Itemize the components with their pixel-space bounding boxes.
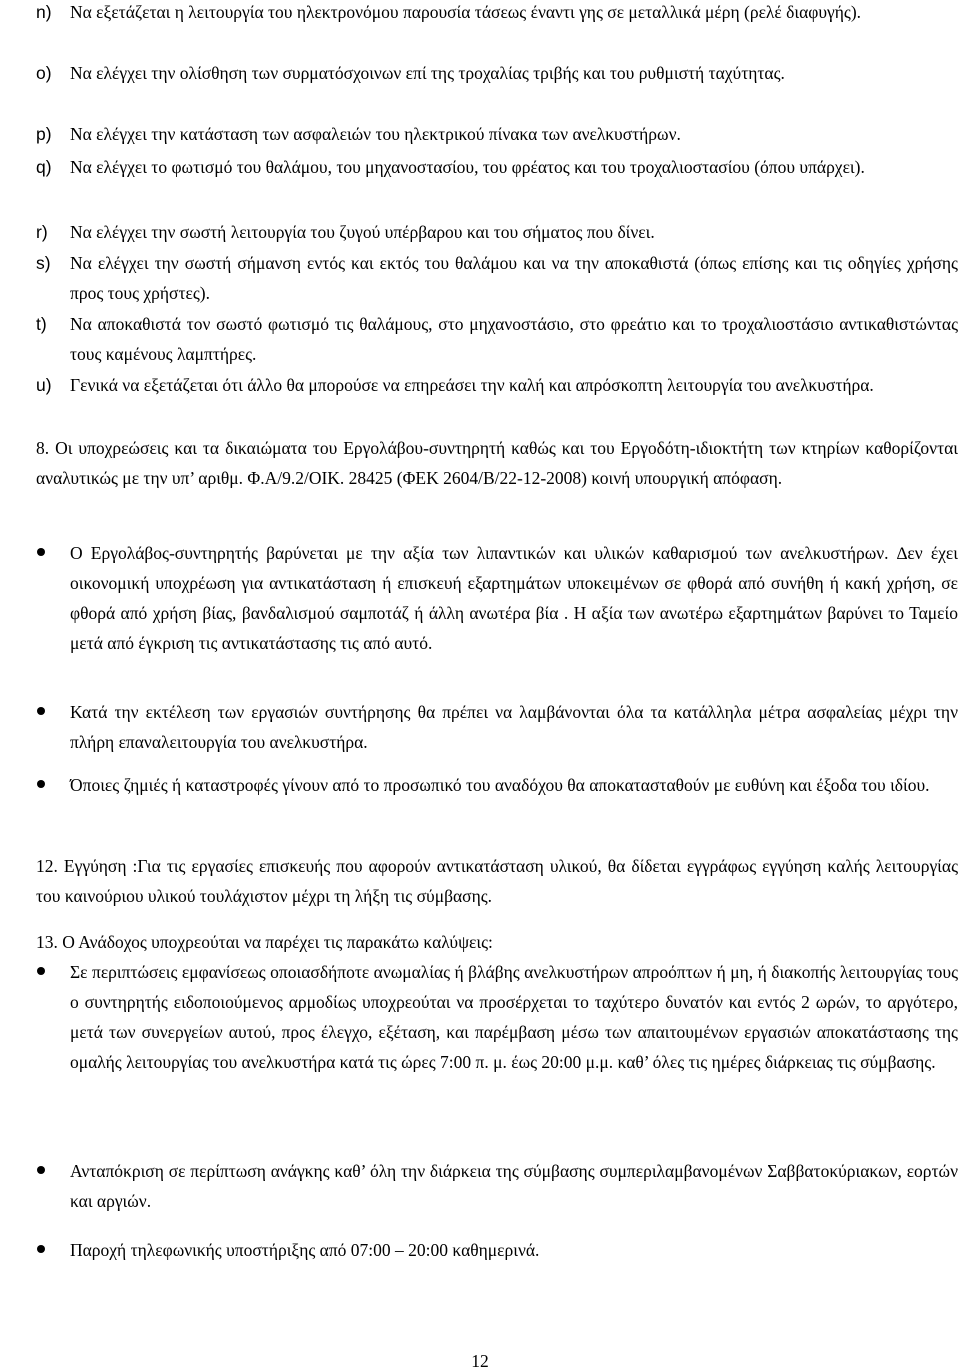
list-item-label: n) [36,2,52,22]
list-item-text: Γενικά να εξετάζεται ότι άλλο θα μπορούσε να επηρεάσει την καλή και απρόσκοπτη λειτουργία του ανελκυστήρα. [70,375,874,395]
list-item-r [36,217,958,247]
bullet-text: Ο Εργολάβος-συντηρητής βαρύνεται με την αξία των λιπαντικών και υλικών καθαρισμού των ανελκυστήρων. ∆εν έχει οικονομική υποχρέωση για αντικατάσταση ή επισκευή εξαρτημάτων υποκειμένων σε φθορά από συνήθη ή κακή χρήση, σε φθορά από χρήση βίας, βανδαλισμού σαμποτάζ ή άλλη ανωτέρα βία . Η αξία των ανωτέρω εξαρτημάτων βαρύνει το Ταμείο μετά από έγκριση τις αντικατάστασης τις από αυτό. [70,543,958,653]
list-item-text: Να ελέγχει την σωστή σήμανση εντός και εκτός του θαλάμου και να την αποκαθιστά (όπως επίσης και τις οδηγίες χρήσης προς τους χρήστες). [70,253,958,303]
list-item-n [36,0,958,27]
list-item-q [36,152,958,182]
list-item-text: Να ελέγχει το φωτισμό του θαλάμου, του μηχανοστασίου, του φρέατος και του τροχαλιοστασίου (όπου υπάρχει). [70,157,865,177]
section-8-bullet-1 [36,538,958,658]
section-12-paragraph: 12. Εγγύηση :Για τις εργασίες επισκευής που αφορούν αντικατάσταση υλικού, θα δίδεται εγγράφως εγγύηση καλής λειτουργίας του καινούριου υλικού τουλάχιστον μέχρι τη λήξη τις σύμβασης. [36,856,958,906]
list-item-label: u) [36,375,52,395]
page-number: 12 [471,1351,489,1371]
bullet-icon [37,548,45,556]
section-13-bullet-1 [36,957,958,1077]
bullet-icon [37,780,45,788]
list-item-s [36,248,958,308]
bullet-text: Σε περιπτώσεις εμφανίσεως οποιασδήποτε ανωμαλίας ή βλάβης ανελκυστήρων απροόπτων ή μη, ή διακοπής λειτουργίας τους ο συντηρητής ειδοποιούμενος αρμοδίως υποχρεούται να προσέρχεται το ταχύτερο δυνατόν και εντός 2 ωρών, το αργότερο, μετά των συνεργείων αυτού, προς έλεγχο, εξέταση, και παρέμβαση μέσω των απαιτουμένων εργασιών αποκατάστασης της ομαλής λειτουργίας του ανελκυστήρα κατά τις ώρες 7:00 π. μ. έως 20:00 μ.μ. καθ’ όλες τις ημέρες διάρκειας τις σύμβασης. [70,962,958,1072]
list-item-u [36,370,958,400]
bullet-icon [37,1166,45,1174]
bullet-icon [37,1245,45,1253]
section-13-heading: 13. Ο Ανάδοχος υποχρεούται να παρέχει τις παρακάτω καλύψεις: [36,932,493,952]
section-8-bullet-3 [36,770,958,800]
section-13-bullet-2 [36,1156,958,1216]
bullet-text: Όποιες ζημιές ή καταστροφές γίνουν από το προσωπικό του αναδόχου θα αποκατασταθούν με ευθύνη και έξοδα του ιδίου. [70,775,930,795]
bullet-icon [37,707,45,715]
list-item-text: Να αποκαθιστά τον σωστό φωτισμό τις θαλάμους, στο μηχανοστάσιο, στο φρεάτιο και το τροχαλιοστάσιο αντικαθιστώντας τους καμένους λαμπτήρες. [70,314,958,364]
list-item-text: Να ελέγχει την ολίσθηση των συρματόσχοινων επί της τροχαλίας τριβής και του ρυθμιστή ταχύτητας. [70,63,785,83]
section-8-paragraph: 8. Οι υποχρεώσεις και τα δικαιώματα του Εργολάβου-συντηρητή καθώς και του Εργοδότη-ιδιοκτήτη των κτηρίων καθορίζονται αναλυτικώς με την υπ’ αριθμ. Φ.Α/9.2/ΟΙΚ. 28425 (ΦΕΚ 2604/Β/22-12-2008) κοινή υπουργική απόφαση. [36,438,958,488]
section-8-bullet-2 [36,697,958,757]
list-item-label: s) [36,253,51,273]
list-item-o [36,58,958,88]
bullet-text: Παροχή τηλεφωνικής υποστήριξης από 07:00 – 20:00 καθημερινά. [70,1240,540,1260]
list-item-label: r) [36,222,48,242]
list-item-label: q) [36,157,52,177]
bullet-text: Ανταπόκριση σε περίπτωση ανάγκης καθ’ όλη την διάρκεια της σύμβασης συμπεριλαμβανομένων Σαββατοκύριακων, εορτών και αργιών. [70,1161,958,1211]
list-item-label: p) [36,124,52,144]
bullet-text: Κατά την εκτέλεση των εργασιών συντήρησης θα πρέπει να λαμβάνονται όλα τα κατάλληλα μέτρα ασφαλείας μέχρι την πλήρη επαναλειτουργία του ανελκυστήρα. [70,702,958,752]
list-item-t [36,309,958,369]
bullet-icon [37,967,45,975]
list-item-p [36,119,958,149]
list-item-label: t) [36,314,47,334]
list-item-text: Να ελέγχει την σωστή λειτουργία του ζυγού υπέρβαρου και του σήματος που δίνει. [70,222,655,242]
list-item-text: Να ελέγχει την κατάσταση των ασφαλειών του ηλεκτρικού πίνακα των ανελκυστήρων. [70,124,681,144]
section-13-bullet-3 [36,1235,958,1265]
list-item-text: Να εξετάζεται η λειτουργία του ηλεκτρονόμου παρουσία τάσεως έναντι γης σε μεταλλικά μέρη (ρελέ διαφυγής). [70,2,862,22]
list-item-label: o) [36,63,52,83]
